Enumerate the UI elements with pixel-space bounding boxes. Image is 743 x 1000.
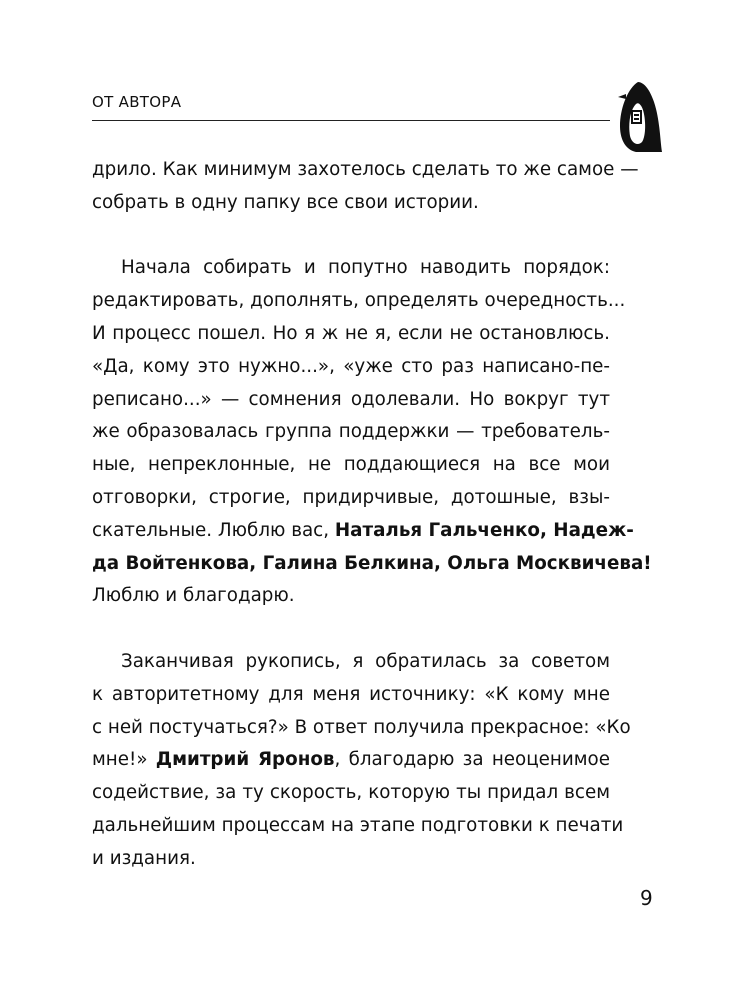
text-line: реписано...» — сомнения одолевали. Но вокруг тут: [92, 388, 610, 410]
text-line: содействие, за ту скорость, которую ты придал всем: [92, 782, 610, 804]
text-line: скательные. Люблю вас,: [92, 519, 335, 541]
text-line: отговорки, строгие, придирчивые, дотошные, взы-: [92, 486, 610, 508]
text-line: дрило. Как минимум захотелось сделать то же самое —: [92, 159, 639, 180]
acknowledged-names: Наталья Гальченко, Надеж-: [334, 519, 634, 541]
text-line: же образовалась группа поддержки — требователь-: [92, 421, 610, 443]
penguin-icon: [616, 80, 664, 154]
header-divider: [92, 120, 610, 121]
acknowledged-name: Дмитрий Яронов: [155, 749, 335, 771]
page-number: 9: [640, 886, 653, 910]
text-line: и издания.: [92, 847, 196, 869]
paragraph-1: [92, 154, 639, 220]
text-line: дальнейшим процессам на этапе подготовки к печати: [92, 814, 624, 836]
acknowledged-names: да Войтенкова, Галина Белкина, Ольга Москвичева!: [92, 552, 652, 574]
text-line: с ней постучаться?» В ответ получила прекрасное: «Ко: [92, 716, 631, 738]
text-line: к авторитетному для меня источнику: «К кому мне: [92, 683, 610, 705]
text-line: собрать в одну папку все свои истории.: [92, 191, 479, 213]
text-line: И процесс пошел. Но я ж не я, если не остановлюсь.: [92, 322, 610, 344]
text-line: Начала собирать и попутно наводить порядок:: [121, 257, 610, 279]
text-line: редактировать, дополнять, определять очередность...: [92, 290, 626, 312]
text-line: Заканчивая рукопись, я обратилась за советом: [121, 650, 610, 672]
running-header: ОТ АВТОРА: [92, 93, 182, 111]
text-line: мне!»: [92, 749, 156, 771]
text-line: Люблю и благодарю.: [92, 585, 295, 607]
text-line: ные, непреклонные, не поддающиеся на все мои: [92, 454, 610, 476]
text-line: , благодарю за неоценимое: [334, 749, 610, 771]
paragraph-3: [92, 646, 631, 876]
text-line: «Да, кому это нужно...», «уже сто раз написано-пе-: [92, 355, 610, 377]
body-text: [92, 154, 652, 876]
paragraph-2: [92, 252, 652, 613]
